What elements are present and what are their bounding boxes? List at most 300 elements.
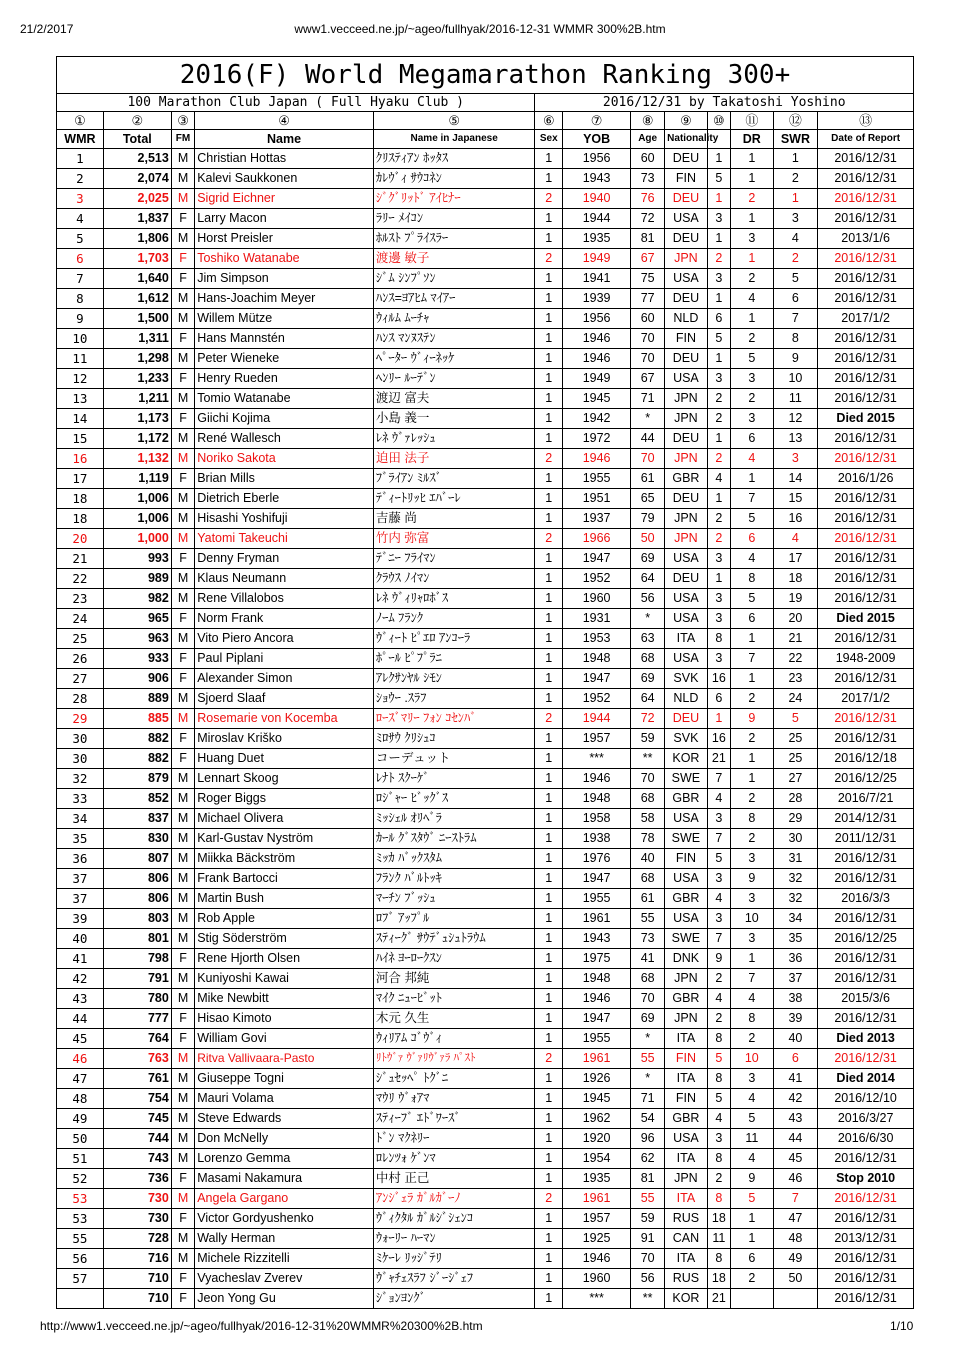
cell-sex: 2 bbox=[535, 449, 563, 469]
cell-wmr: 43 bbox=[57, 989, 104, 1009]
cell-jp: ﾊﾝｽ ﾏﾝﾇｽﾃﾝ bbox=[373, 329, 535, 349]
cell-date: 2016/6/30 bbox=[818, 1129, 914, 1149]
cell-fm: F bbox=[171, 669, 194, 689]
cell-n10: 8 bbox=[707, 1249, 730, 1269]
cell-dr: 11 bbox=[731, 1129, 774, 1149]
cell-jp: コーデュット bbox=[373, 749, 535, 769]
cell-dr: 3 bbox=[731, 1069, 774, 1089]
column-number-row bbox=[57, 112, 914, 130]
table-row bbox=[57, 1069, 914, 1089]
cell-jp: ｶﾚｳﾞｨ ｻｳｺﾈﾝ bbox=[373, 169, 535, 189]
cell-sex: 1 bbox=[535, 749, 563, 769]
cell-dr: 4 bbox=[731, 1089, 774, 1109]
cell-sex: 1 bbox=[535, 389, 563, 409]
cell-sex: 1 bbox=[535, 589, 563, 609]
cell-yob: 1939 bbox=[563, 289, 631, 309]
cell-name: Don McNelly bbox=[195, 1129, 374, 1149]
cell-swr: 40 bbox=[773, 1029, 818, 1049]
cell-yob: 1953 bbox=[563, 629, 631, 649]
cell-dr: 2 bbox=[731, 1029, 774, 1049]
cell-nat: GBR bbox=[665, 469, 708, 489]
cell-jp: ﾎﾙｽﾄ ﾌﾟﾗｲｽﾗｰ bbox=[373, 229, 535, 249]
cell-n10: 18 bbox=[707, 1209, 730, 1229]
cell-age: 62 bbox=[631, 1149, 665, 1169]
cell-fm: M bbox=[171, 889, 194, 909]
cell-n10: 9 bbox=[707, 949, 730, 969]
cell-total: 2,513 bbox=[103, 149, 171, 169]
cell-n10: 1 bbox=[707, 149, 730, 169]
cell-sex: 1 bbox=[535, 689, 563, 709]
cell-yob: 1946 bbox=[563, 989, 631, 1009]
cell-fm: F bbox=[171, 269, 194, 289]
cell-swr: 24 bbox=[773, 689, 818, 709]
table-row bbox=[57, 629, 914, 649]
cell-age: 68 bbox=[631, 969, 665, 989]
cell-nat: ITA bbox=[665, 1069, 708, 1089]
cell-age: * bbox=[631, 1069, 665, 1089]
cell-nat: USA bbox=[665, 809, 708, 829]
cell-yob: 1945 bbox=[563, 1089, 631, 1109]
table-row bbox=[57, 329, 914, 349]
cell-date: 2016/12/31 bbox=[818, 349, 914, 369]
cell-age: 75 bbox=[631, 269, 665, 289]
cell-fm: M bbox=[171, 809, 194, 829]
cell-fm: F bbox=[171, 609, 194, 629]
cell-age: 60 bbox=[631, 149, 665, 169]
cell-swr: 44 bbox=[773, 1129, 818, 1149]
cell-date: 2016/12/31 bbox=[818, 1289, 914, 1309]
cell-jp: ｱﾚｸｻﾝﾔﾙ ｼﾓﾝ bbox=[373, 669, 535, 689]
cell-total: 837 bbox=[103, 809, 171, 829]
cell-total: 830 bbox=[103, 829, 171, 849]
cell-nat: JPN bbox=[665, 1169, 708, 1189]
cell-fm: M bbox=[171, 789, 194, 809]
cell-name: Hans-Joachim Meyer bbox=[195, 289, 374, 309]
cell-wmr: 39 bbox=[57, 909, 104, 929]
cell-swr: 46 bbox=[773, 1169, 818, 1189]
cell-dr: 2 bbox=[731, 389, 774, 409]
cell-age: 73 bbox=[631, 929, 665, 949]
cell-date: 1948-2009 bbox=[818, 649, 914, 669]
cell-total: 852 bbox=[103, 789, 171, 809]
cell-wmr: 21 bbox=[57, 549, 104, 569]
column-number: ⑬ bbox=[818, 112, 914, 130]
cell-total: 1,806 bbox=[103, 229, 171, 249]
cell-swr: 49 bbox=[773, 1249, 818, 1269]
cell-name: Denny Fryman bbox=[195, 549, 374, 569]
cell-yob: 1931 bbox=[563, 609, 631, 629]
cell-nat: CAN bbox=[665, 1229, 708, 1249]
cell-n10: 5 bbox=[707, 1089, 730, 1109]
cell-age: * bbox=[631, 609, 665, 629]
cell-dr: 1 bbox=[731, 309, 774, 329]
cell-nat: USA bbox=[665, 869, 708, 889]
cell-date: 2016/12/31 bbox=[818, 849, 914, 869]
cell-sex: 1 bbox=[535, 1269, 563, 1289]
cell-fm: M bbox=[171, 429, 194, 449]
cell-jp: ﾉｰﾑ ﾌﾗﾝｸ bbox=[373, 609, 535, 629]
cell-total: 754 bbox=[103, 1089, 171, 1109]
cell-jp: ﾃﾞｨｰﾄﾘｯﾋ ｴﾊﾞｰﾚ bbox=[373, 489, 535, 509]
cell-age: * bbox=[631, 1029, 665, 1049]
cell-nat: RUS bbox=[665, 1269, 708, 1289]
cell-total: 1,000 bbox=[103, 529, 171, 549]
cell-total: 993 bbox=[103, 549, 171, 569]
cell-n10: 8 bbox=[707, 1029, 730, 1049]
cell-date: 2016/12/31 bbox=[818, 549, 914, 569]
column-header: Name in Japanese bbox=[373, 130, 535, 149]
cell-jp: ﾌﾞﾗｲｱﾝ ﾐﾙｽﾞ bbox=[373, 469, 535, 489]
column-number: ⑧ bbox=[631, 112, 665, 130]
cell-fm: F bbox=[171, 369, 194, 389]
cell-nat: USA bbox=[665, 369, 708, 389]
table-row bbox=[57, 549, 914, 569]
cell-name: William Govi bbox=[195, 1029, 374, 1049]
table-row bbox=[57, 509, 914, 529]
cell-swr: 47 bbox=[773, 1209, 818, 1229]
cell-date: 2016/12/31 bbox=[818, 669, 914, 689]
cell-nat: FIN bbox=[665, 169, 708, 189]
cell-name: Tomio Watanabe bbox=[195, 389, 374, 409]
column-header: SWR bbox=[773, 130, 818, 149]
cell-name: Rob Apple bbox=[195, 909, 374, 929]
cell-date: 2016/12/31 bbox=[818, 569, 914, 589]
cell-nat: FIN bbox=[665, 1089, 708, 1109]
cell-sex: 1 bbox=[535, 1289, 563, 1309]
cell-total: 791 bbox=[103, 969, 171, 989]
table-row bbox=[57, 709, 914, 729]
cell-age: 55 bbox=[631, 909, 665, 929]
cell-swr: 36 bbox=[773, 949, 818, 969]
cell-name: Vyacheslav Zverev bbox=[195, 1269, 374, 1289]
cell-jp: ｼﾞﾑ ｼﾝﾌﾟｿﾝ bbox=[373, 269, 535, 289]
cell-age: 67 bbox=[631, 369, 665, 389]
cell-date: 2016/12/31 bbox=[818, 149, 914, 169]
cell-dr: 3 bbox=[731, 929, 774, 949]
cell-age: 55 bbox=[631, 1049, 665, 1069]
table-row bbox=[57, 469, 914, 489]
cell-total: 1,500 bbox=[103, 309, 171, 329]
cell-wmr: 56 bbox=[57, 1249, 104, 1269]
cell-jp: ｸﾗｳｽ ﾉｲﾏﾝ bbox=[373, 569, 535, 589]
cell-jp: ﾊﾝｽ=ﾖｱﾋﾑ ﾏｲｱｰ bbox=[373, 289, 535, 309]
cell-wmr: 24 bbox=[57, 609, 104, 629]
cell-wmr: 36 bbox=[57, 849, 104, 869]
cell-date: 2016/12/31 bbox=[818, 909, 914, 929]
cell-sex: 1 bbox=[535, 989, 563, 1009]
cell-dr: 2 bbox=[731, 1269, 774, 1289]
cell-swr: 37 bbox=[773, 969, 818, 989]
cell-dr: 1 bbox=[731, 1209, 774, 1229]
cell-jp: ﾛﾚﾝﾂｫ ｹﾞﾝﾏ bbox=[373, 1149, 535, 1169]
cell-dr: 1 bbox=[731, 949, 774, 969]
cell-fm: M bbox=[171, 589, 194, 609]
cell-dr: 3 bbox=[731, 409, 774, 429]
cell-nat: NLD bbox=[665, 309, 708, 329]
cell-total: 1,612 bbox=[103, 289, 171, 309]
cell-date: 2016/12/31 bbox=[818, 389, 914, 409]
cell-date: 2016/12/31 bbox=[818, 629, 914, 649]
cell-dr: 2 bbox=[731, 329, 774, 349]
cell-n10: 2 bbox=[707, 1009, 730, 1029]
cell-swr: 12 bbox=[773, 409, 818, 429]
cell-total: 989 bbox=[103, 569, 171, 589]
cell-jp: ｳﾞｨｸﾀﾙ ｶﾞﾙｼﾞｼｪﾝｺ bbox=[373, 1209, 535, 1229]
cell-swr: 50 bbox=[773, 1269, 818, 1289]
table-row bbox=[57, 269, 914, 289]
cell-total: 806 bbox=[103, 889, 171, 909]
cell-fm: M bbox=[171, 1129, 194, 1149]
cell-swr: 18 bbox=[773, 569, 818, 589]
table-row bbox=[57, 609, 914, 629]
cell-swr: 8 bbox=[773, 329, 818, 349]
cell-swr: 4 bbox=[773, 229, 818, 249]
cell-nat: SWE bbox=[665, 769, 708, 789]
cell-age: 67 bbox=[631, 249, 665, 269]
cell-n10: 3 bbox=[707, 1129, 730, 1149]
cell-sex: 2 bbox=[535, 529, 563, 549]
cell-wmr: 51 bbox=[57, 1149, 104, 1169]
cell-name: Michael Olivera bbox=[195, 809, 374, 829]
table-row bbox=[57, 989, 914, 1009]
cell-age: ** bbox=[631, 1289, 665, 1309]
cell-wmr: 22 bbox=[57, 569, 104, 589]
cell-wmr: 9 bbox=[57, 309, 104, 329]
table-row bbox=[57, 209, 914, 229]
cell-fm: M bbox=[171, 169, 194, 189]
cell-n10: 3 bbox=[707, 809, 730, 829]
cell-sex: 1 bbox=[535, 889, 563, 909]
cell-nat: SWE bbox=[665, 929, 708, 949]
cell-age: * bbox=[631, 409, 665, 429]
table-row bbox=[57, 369, 914, 389]
cell-wmr: 1 bbox=[57, 149, 104, 169]
cell-date: 2016/12/31 bbox=[818, 189, 914, 209]
cell-fm: M bbox=[171, 829, 194, 849]
cell-date: 2016/12/31 bbox=[818, 269, 914, 289]
cell-name: Ritva Vallivaara-Pasto bbox=[195, 1049, 374, 1069]
cell-nat: GBR bbox=[665, 889, 708, 909]
cell-jp: ｼｮｳｰ .ｽﾗﾌ bbox=[373, 689, 535, 709]
cell-total: 780 bbox=[103, 989, 171, 1009]
cell-fm: F bbox=[171, 729, 194, 749]
cell-age: 40 bbox=[631, 849, 665, 869]
cell-name: Roger Biggs bbox=[195, 789, 374, 809]
cell-nat: ITA bbox=[665, 1189, 708, 1209]
cell-swr: 14 bbox=[773, 469, 818, 489]
cell-n10: 1 bbox=[707, 709, 730, 729]
cell-date: 2016/12/31 bbox=[818, 489, 914, 509]
cell-name: Mike Newbitt bbox=[195, 989, 374, 1009]
cell-n10: 2 bbox=[707, 509, 730, 529]
cell-wmr: 25 bbox=[57, 629, 104, 649]
cell-age: 59 bbox=[631, 1209, 665, 1229]
cell-sex: 2 bbox=[535, 249, 563, 269]
cell-date: 2016/12/31 bbox=[818, 249, 914, 269]
cell-yob: 1952 bbox=[563, 569, 631, 589]
table-row bbox=[57, 1289, 914, 1309]
cell-sex: 1 bbox=[535, 1109, 563, 1129]
cell-age: 70 bbox=[631, 329, 665, 349]
cell-jp: ﾐｯｼｪﾙ ｵﾘﾍﾞﾗ bbox=[373, 809, 535, 829]
cell-name: Paul Piplani bbox=[195, 649, 374, 669]
cell-yob: 1935 bbox=[563, 229, 631, 249]
cell-date: 2016/12/31 bbox=[818, 1009, 914, 1029]
cell-sex: 1 bbox=[535, 789, 563, 809]
cell-swr: 25 bbox=[773, 749, 818, 769]
cell-fm: M bbox=[171, 289, 194, 309]
cell-nat: NLD bbox=[665, 689, 708, 709]
cell-age: 69 bbox=[631, 1009, 665, 1029]
cell-sex: 1 bbox=[535, 609, 563, 629]
table-row bbox=[57, 649, 914, 669]
cell-n10: 7 bbox=[707, 769, 730, 789]
cell-n10: 7 bbox=[707, 929, 730, 949]
cell-yob: 1956 bbox=[563, 309, 631, 329]
column-number: ① bbox=[57, 112, 104, 130]
cell-date: 2016/12/25 bbox=[818, 929, 914, 949]
column-header: YOB bbox=[563, 130, 631, 149]
cell-sex: 1 bbox=[535, 549, 563, 569]
cell-sex: 1 bbox=[535, 509, 563, 529]
cell-name: Michele Rizzitelli bbox=[195, 1249, 374, 1269]
cell-wmr: 14 bbox=[57, 409, 104, 429]
table-row bbox=[57, 669, 914, 689]
cell-age: 69 bbox=[631, 669, 665, 689]
cell-yob: 1976 bbox=[563, 849, 631, 869]
table-row bbox=[57, 1169, 914, 1189]
cell-dr: 9 bbox=[731, 1169, 774, 1189]
column-header: Name bbox=[195, 130, 374, 149]
cell-total: 798 bbox=[103, 949, 171, 969]
cell-wmr: 29 bbox=[57, 709, 104, 729]
cell-dr: 4 bbox=[731, 1149, 774, 1169]
cell-date: 2016/12/31 bbox=[818, 289, 914, 309]
cell-swr: 38 bbox=[773, 989, 818, 1009]
cell-jp: ﾐﾛｻｳ ｸﾘｼｭｺ bbox=[373, 729, 535, 749]
cell-name: Jim Simpson bbox=[195, 269, 374, 289]
cell-n10: 5 bbox=[707, 849, 730, 869]
column-number: ③ bbox=[171, 112, 194, 130]
cell-sex: 1 bbox=[535, 149, 563, 169]
cell-jp: ｳﾞｬﾁｪｽﾗﾌ ｼﾞｰｼﾞｪﾌ bbox=[373, 1269, 535, 1289]
cell-sex: 1 bbox=[535, 569, 563, 589]
cell-jp: ｼﾞｭｾｯﾍﾟ ﾄｸﾞﾆ bbox=[373, 1069, 535, 1089]
cell-yob: 1948 bbox=[563, 649, 631, 669]
cell-fm: M bbox=[171, 1089, 194, 1109]
cell-fm: F bbox=[171, 949, 194, 969]
cell-swr: 28 bbox=[773, 789, 818, 809]
cell-swr: 6 bbox=[773, 289, 818, 309]
cell-fm: M bbox=[171, 969, 194, 989]
cell-yob: 1956 bbox=[563, 149, 631, 169]
cell-n10: 2 bbox=[707, 389, 730, 409]
cell-jp: ﾊｲﾈ ﾖｰﾛｰｸｽﾝ bbox=[373, 949, 535, 969]
cell-name: Kalevi Saukkonen bbox=[195, 169, 374, 189]
cell-fm: F bbox=[171, 1269, 194, 1289]
cell-fm: F bbox=[171, 469, 194, 489]
cell-name: Rosemarie von Kocemba bbox=[195, 709, 374, 729]
cell-sex: 1 bbox=[535, 909, 563, 929]
cell-jp: ﾌﾗﾝｸ ﾊﾞﾙﾄｯｷ bbox=[373, 869, 535, 889]
cell-total: 1,703 bbox=[103, 249, 171, 269]
cell-fm: M bbox=[171, 449, 194, 469]
cell-fm: F bbox=[171, 1029, 194, 1049]
cell-name: Frank Bartocci bbox=[195, 869, 374, 889]
cell-sex: 1 bbox=[535, 829, 563, 849]
table-row bbox=[57, 169, 914, 189]
cell-swr: 21 bbox=[773, 629, 818, 649]
cell-nat: JPN bbox=[665, 969, 708, 989]
cell-sex: 1 bbox=[535, 269, 563, 289]
cell-date: 2016/12/31 bbox=[818, 869, 914, 889]
table-row bbox=[57, 429, 914, 449]
cell-total: 730 bbox=[103, 1209, 171, 1229]
table-row bbox=[57, 249, 914, 269]
cell-jp: ﾚﾈ ｳﾞｨﾘｬﾛﾎﾞｽ bbox=[373, 589, 535, 609]
cell-name: Henry Rueden bbox=[195, 369, 374, 389]
cell-jp: ﾏｲｸ ﾆｭｰﾋﾞｯﾄ bbox=[373, 989, 535, 1009]
cell-wmr: 37 bbox=[57, 869, 104, 889]
cell-date: 2013/1/6 bbox=[818, 229, 914, 249]
cell-yob: 1943 bbox=[563, 169, 631, 189]
cell-yob: *** bbox=[563, 749, 631, 769]
cell-total: 1,233 bbox=[103, 369, 171, 389]
cell-nat: JPN bbox=[665, 1009, 708, 1029]
cell-jp: ﾏｳﾘ ｳﾞｫｱﾏ bbox=[373, 1089, 535, 1109]
cell-total: 1,006 bbox=[103, 509, 171, 529]
cell-swr: 25 bbox=[773, 729, 818, 749]
cell-wmr: 47 bbox=[57, 1069, 104, 1089]
cell-sex: 1 bbox=[535, 209, 563, 229]
cell-age: 70 bbox=[631, 769, 665, 789]
cell-yob: 1947 bbox=[563, 1009, 631, 1029]
table-row bbox=[57, 909, 914, 929]
table-row bbox=[57, 489, 914, 509]
cell-wmr: 33 bbox=[57, 789, 104, 809]
cell-n10: 3 bbox=[707, 869, 730, 889]
table-row bbox=[57, 889, 914, 909]
cell-jp: 渡邊 敏子 bbox=[373, 249, 535, 269]
cell-dr: 2 bbox=[731, 689, 774, 709]
cell-swr: 7 bbox=[773, 309, 818, 329]
cell-wmr: 18 bbox=[57, 489, 104, 509]
cell-name: Hisashi Yoshifuji bbox=[195, 509, 374, 529]
cell-date: 2016/12/31 bbox=[818, 1049, 914, 1069]
cell-n10: 4 bbox=[707, 889, 730, 909]
cell-fm: M bbox=[171, 909, 194, 929]
cell-wmr: 11 bbox=[57, 349, 104, 369]
cell-wmr: 35 bbox=[57, 829, 104, 849]
table-row bbox=[57, 829, 914, 849]
column-header-row bbox=[57, 130, 914, 149]
cell-name: Horst Preisler bbox=[195, 229, 374, 249]
cell-date: 2016/12/18 bbox=[818, 749, 914, 769]
cell-yob: 1972 bbox=[563, 429, 631, 449]
cell-jp: 迫田 法子 bbox=[373, 449, 535, 469]
cell-wmr: 8 bbox=[57, 289, 104, 309]
cell-sex: 1 bbox=[535, 1249, 563, 1269]
cell-yob: 1955 bbox=[563, 889, 631, 909]
column-header: Total bbox=[103, 130, 171, 149]
report-subtitle: 2016/12/31 by Takatoshi Yoshino bbox=[535, 94, 914, 112]
cell-fm: M bbox=[171, 529, 194, 549]
cell-total: 1,640 bbox=[103, 269, 171, 289]
cell-yob: 1946 bbox=[563, 449, 631, 469]
cell-wmr: 57 bbox=[57, 1269, 104, 1289]
cell-dr: 1 bbox=[731, 169, 774, 189]
cell-total: 1,311 bbox=[103, 329, 171, 349]
